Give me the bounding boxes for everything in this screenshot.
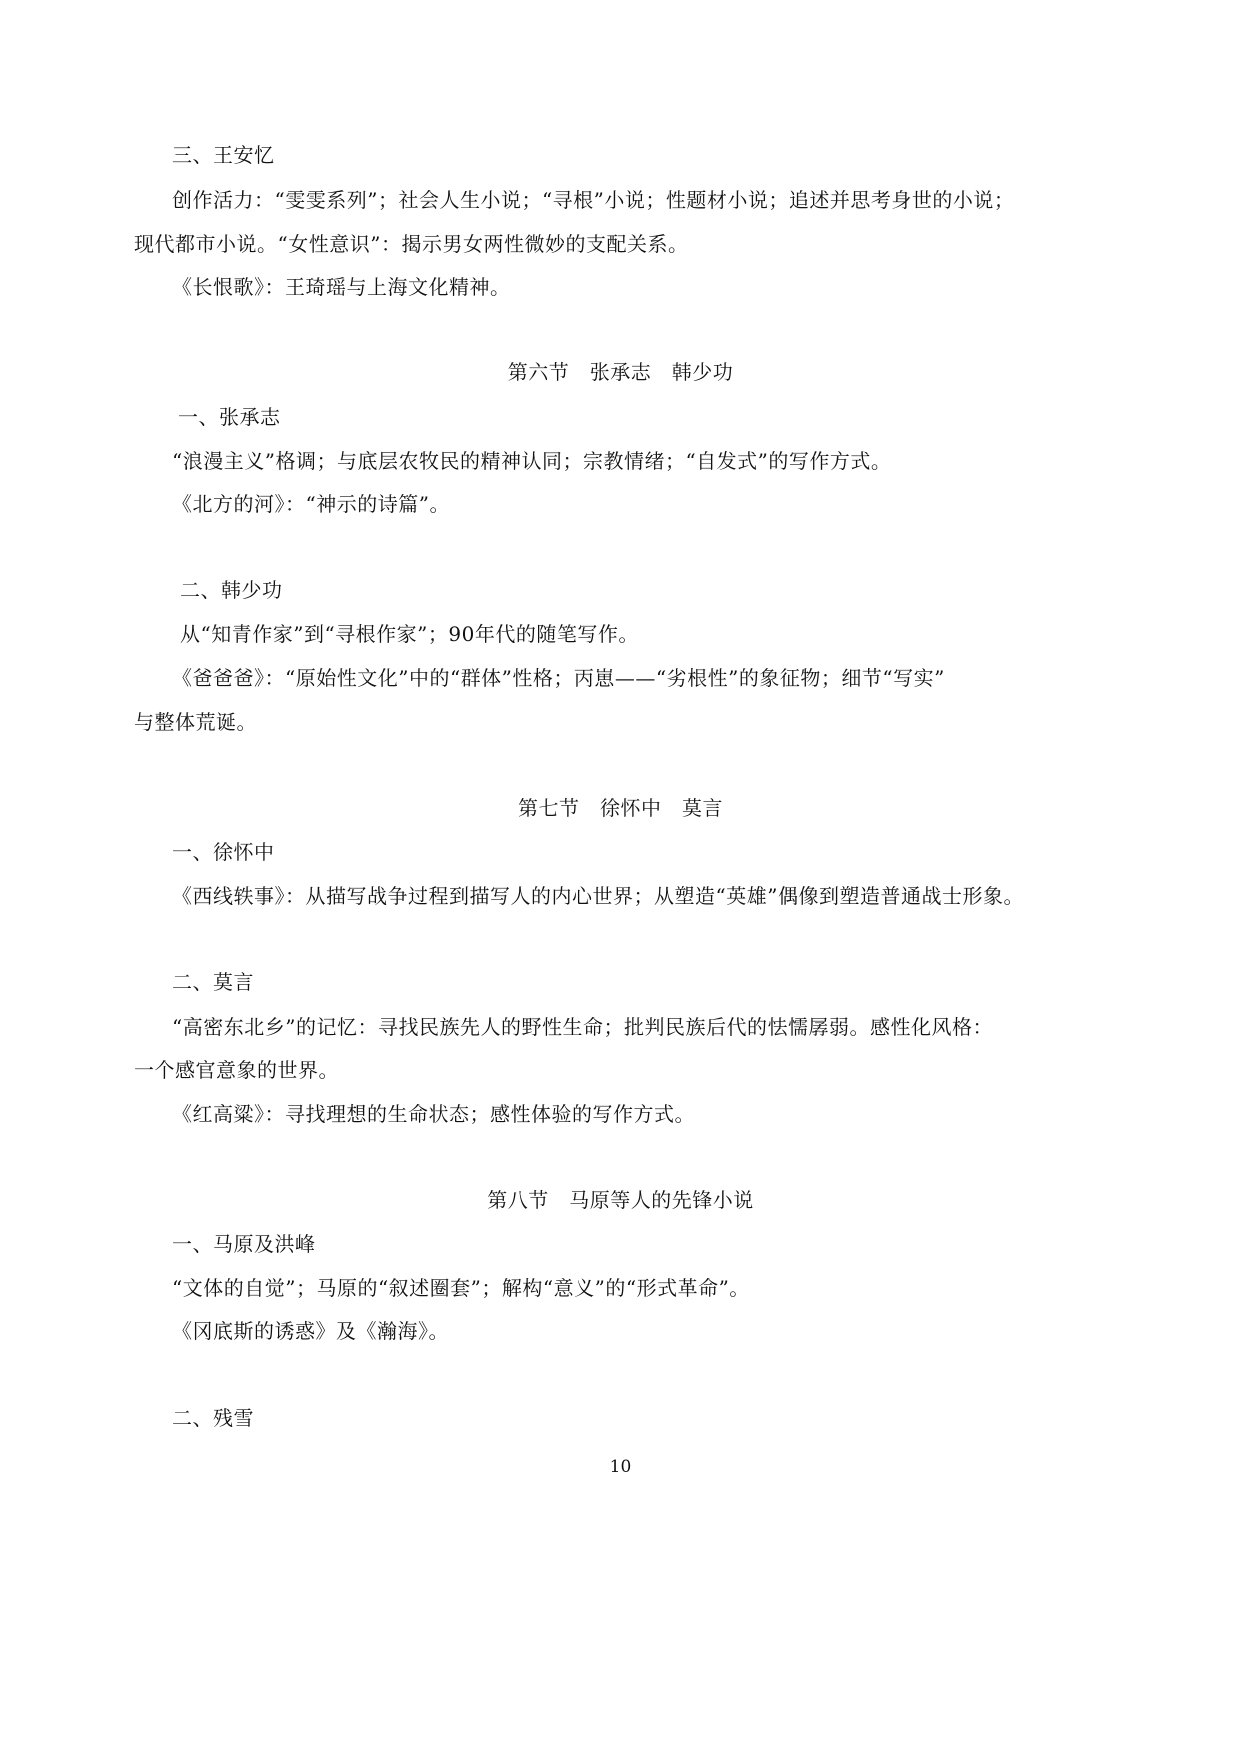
paragraph-line: 一个感官意象的世界。 xyxy=(134,1058,339,1082)
subsection-heading: 二、莫言 xyxy=(172,970,254,994)
paragraph-line: 与整体荒诞。 xyxy=(134,710,257,734)
paragraph-line: 《爸爸爸》：“原始性文化”中的“群体”性格；丙崽——“劣根性”的象征物；细节“写实” xyxy=(172,666,945,690)
subsection-heading: 三、王安忆 xyxy=(172,143,275,167)
section-heading: 第八节 马原等人的先锋小说 xyxy=(487,1188,754,1212)
paragraph-line: “文体的自觉”；马原的“叙述圈套”；解构“意义”的“形式革命”。 xyxy=(172,1276,750,1300)
paragraph-line: “浪漫主义”格调；与底层农牧民的精神认同；宗教情绪；“自发式”的写作方式。 xyxy=(172,449,892,473)
paragraph-line: “高密东北乡”的记忆：寻找民族先人的野性生命；批判民族后代的怯懦孱弱。感性化风格： xyxy=(172,1015,993,1039)
paragraph-line: 《长恨歌》：王琦瑶与上海文化精神。 xyxy=(172,275,511,299)
paragraph-line: 从“知青作家”到“寻根作家”；90年代的随笔写作。 xyxy=(180,622,639,646)
section-heading: 第七节 徐怀中 莫言 xyxy=(518,796,723,820)
section-heading: 第六节 张承志 韩少功 xyxy=(507,360,734,384)
paragraph-line: 《红高粱》：寻找理想的生命状态；感性体验的写作方式。 xyxy=(172,1102,695,1126)
paragraph-line: 现代都市小说。“女性意识”：揭示男女两性微妙的支配关系。 xyxy=(134,232,689,256)
paragraph-line: 创作活力：“雯雯系列”；社会人生小说；“寻根”小说；性题材小说；追述并思考身世的小说； xyxy=(172,188,1015,212)
page-number: 10 xyxy=(609,1457,632,1477)
paragraph-line: 《西线轶事》：从描写战争过程到描写人的内心世界；从塑造“英雄”偶像到塑造普通战士形象。 xyxy=(172,884,1024,908)
subsection-heading: 一、张承志 xyxy=(178,405,281,429)
subsection-heading: 一、马原及洪峰 xyxy=(172,1232,316,1256)
subsection-heading: 二、韩少功 xyxy=(180,578,283,602)
subsection-heading: 一、徐怀中 xyxy=(172,840,275,864)
subsection-heading: 二、残雪 xyxy=(172,1406,254,1430)
paragraph-line: 《北方的河》：“神示的诗篇”。 xyxy=(172,492,450,516)
paragraph-line: 《冈底斯的诱惑》及《瀚海》。 xyxy=(172,1319,449,1343)
